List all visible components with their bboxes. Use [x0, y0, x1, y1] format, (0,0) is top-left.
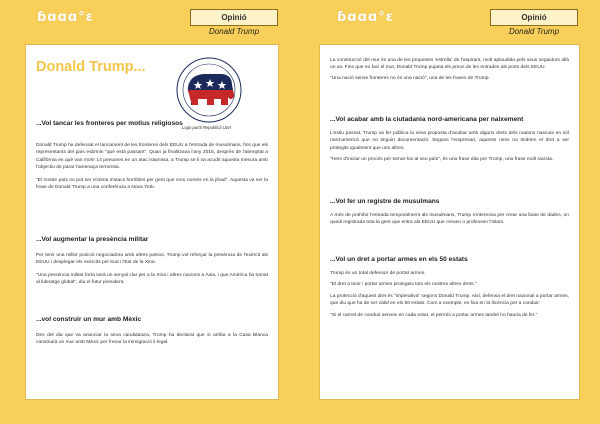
section-heading: ...Vol tancar les fronteres per motius religiosos — [36, 120, 183, 127]
section-5 — [330, 197, 569, 227]
paragraph: "Una nació sense fronteres no és una nació", una de les frases de Trump. — [330, 75, 490, 81]
paragraph: Per tenir una millor posició negociadora amb altres països, Trump vol reforçar la presència de l'exèrcit als EEUU i desplegar els exèrcits pel Sud i l'Est de la Xina. — [36, 253, 268, 266]
section-heading: ...Vol acabar amb la ciutadania nord-americana per naixement — [330, 116, 524, 123]
republican-elephant-logo — [176, 57, 242, 123]
section-2 — [36, 235, 268, 287]
paragraph: Trump és un total defensor de portar armes. — [330, 271, 426, 276]
paragraph: "Si el carnet de conduir serveix en cada estat, el permís a portar armes també ho hauria de fer." — [330, 312, 538, 318]
paragraph: "El nostre país no pot ser víctima d'atacs horribles per gent que creu només en la jihad". Aquesta va ser la frase de Donald Trump a una conferència a Nova York. — [36, 177, 268, 191]
paragraph: L'estiu passat, Trump va fer pública la seva proposta d'acabar amb alguns drets dels nadons nascuts en sòl nord-americà que no tinguin documentació. Segons l'empresari, aquests nens no tindrien el dret a ser protegits igualment que uns altres. — [330, 131, 569, 151]
magazine-logo: ɓɑɑɑ°ɛ — [337, 10, 394, 25]
section-subtitle: Donald Trump — [508, 27, 560, 36]
section-1 — [36, 119, 232, 128]
logo-caption: Logo partit Republicà USA — [182, 125, 232, 130]
magazine-logo: ɓɑɑɑ°ɛ — [37, 10, 94, 25]
right-page — [319, 44, 580, 400]
page-title: Donald Trump... — [36, 59, 146, 75]
section-subtitle: Donald Trump — [208, 27, 260, 36]
section-1-body — [36, 142, 268, 191]
intro — [330, 57, 569, 82]
left-page — [25, 44, 279, 400]
right-spread — [300, 0, 600, 424]
section-tag: Opinió — [190, 9, 278, 26]
paragraph: La construcció del mur és una de les propostes 'estrella' de l'aspirant, molt aplaudida pels seus seguidors allà on va. Fins que no faci el mur, Donald Trump pujaria els preus de les entrades als ports dels EEUU. — [330, 58, 569, 71]
section-heading: ...Vol un dret a portar armes en els 50 estats — [330, 256, 468, 263]
section-6 — [330, 255, 569, 319]
paragraph: Des del dia que va anunciar la seva candidatura, Trump ha declarat que si arriba a la Casa Blanca construirà un mur amb Mèxic per frenar la immigració il·legal. — [36, 333, 268, 346]
section-heading: ...Vol fer un registre de musulmans — [330, 198, 440, 205]
paragraph: "Hem d'iniciar un procés per tornar-los al seu país", és una frase dita per Trump, una frase molt racista. — [330, 157, 554, 163]
section-4 — [330, 115, 569, 164]
paragraph: "El dret a tenir i portar armes protegeix tots els nostres altres drets." — [330, 282, 477, 288]
section-3 — [36, 315, 268, 347]
section-heading: ...Vol augmentar la presència militar — [36, 236, 149, 243]
paragraph: Donald Trump ha defensat el tancament de les fronteres dels EEUU a l'entrada de musulmans, fins que els representants del país esbrinin "què està passant". Quan ja finalitzava l'any 2015, després de l'atemptat a Califòrnia en què van morir 14 persones en un atac islamista, a Trump se li va acudir aquesta mesura amb l'objectiu de parar l'amenaça terrorista. — [36, 143, 269, 171]
paragraph: A més de prohibir l'entrada temporalment als musulmans, Trump s'interessa per crear una base de dades, on quedi registrada tota la gent que entra als EEUU que creuen o professen l'Islam. — [330, 213, 569, 226]
section-heading: ...vol construir un mur amb Mèxic — [36, 316, 142, 323]
paragraph: La protecció d'aquest dret és "imperativa" segons Donald Trump. Així, defensa el dret nacional a portar armes, que diu que ha de ser vàlid en els 50 estats. Com a exemple, es fixa en la llicència per a conduir: — [330, 293, 570, 307]
paragraph: "Una presència militar forta serà un senyal clar per a la Xina i altres nacions a Àsia, i que Amèrica ha tornat al lideratge global", diu el futur president. — [36, 272, 268, 286]
section-tag: Opinió — [490, 9, 578, 26]
